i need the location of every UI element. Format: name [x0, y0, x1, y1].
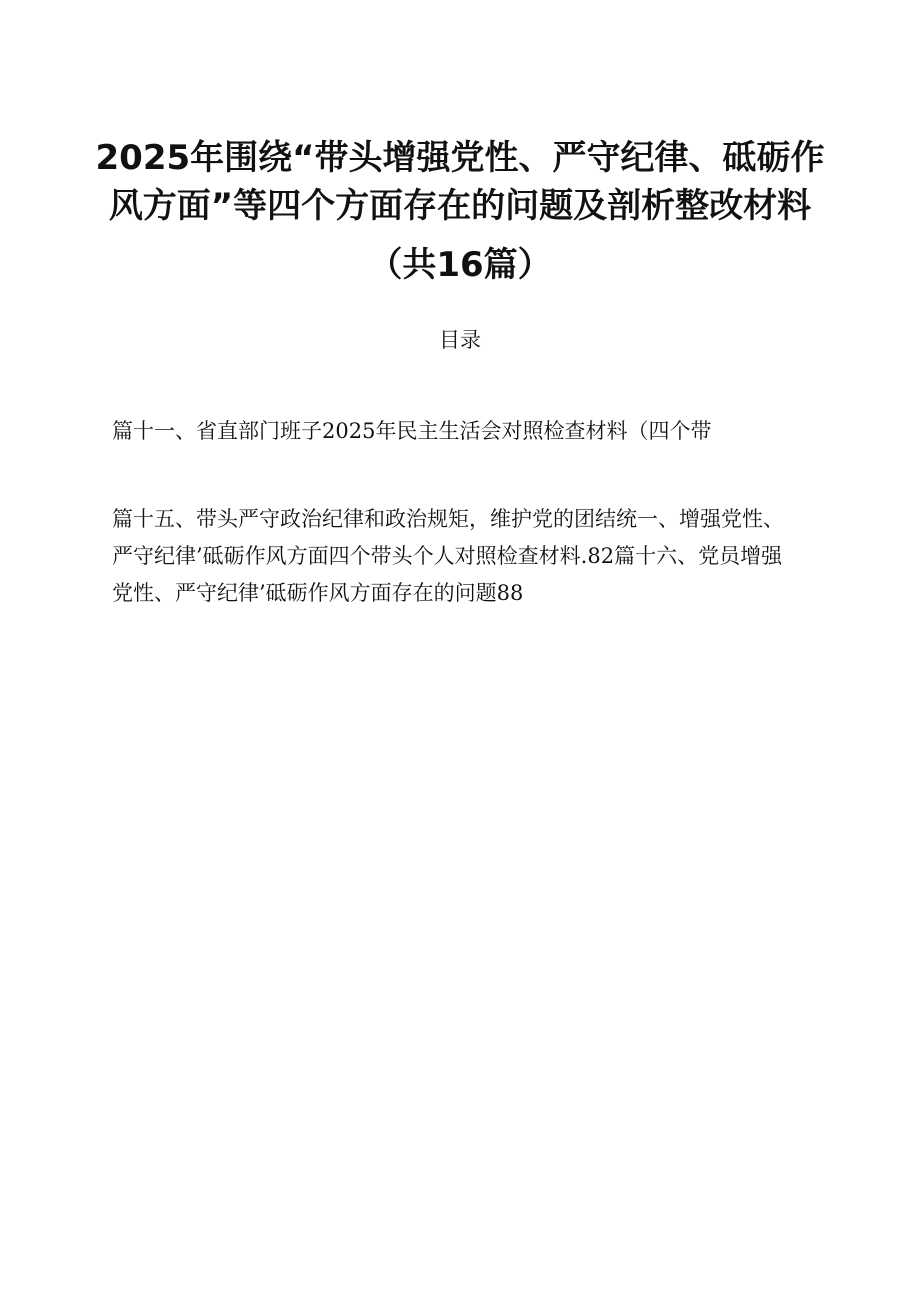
toc-entry: 篇十五、带头严守政治纪律和政治规矩，维护党的团结统一、增强党性、 — [112, 507, 784, 531]
document-title-count: （共16篇） — [368, 245, 552, 285]
document-title-line-2: 风方面”等四个方面存在的问题及剖析整改材料 — [108, 186, 812, 226]
toc-entry: 党性、严守纪律’砥砺作风方面存在的问题88 — [112, 581, 524, 605]
document-title-line-1: 2025年围绕“带头增强党性、严守纪律、砥砺作 — [95, 138, 825, 178]
toc-heading: 目录 — [439, 328, 481, 352]
toc-entry: 篇十一、省直部门班子2025年民主生活会对照检查材料（四个带 — [112, 419, 712, 443]
toc-entry: 严守纪律’砥砺作风方面四个带头个人对照检查材料.82篇十六、党员增强 — [112, 544, 783, 568]
